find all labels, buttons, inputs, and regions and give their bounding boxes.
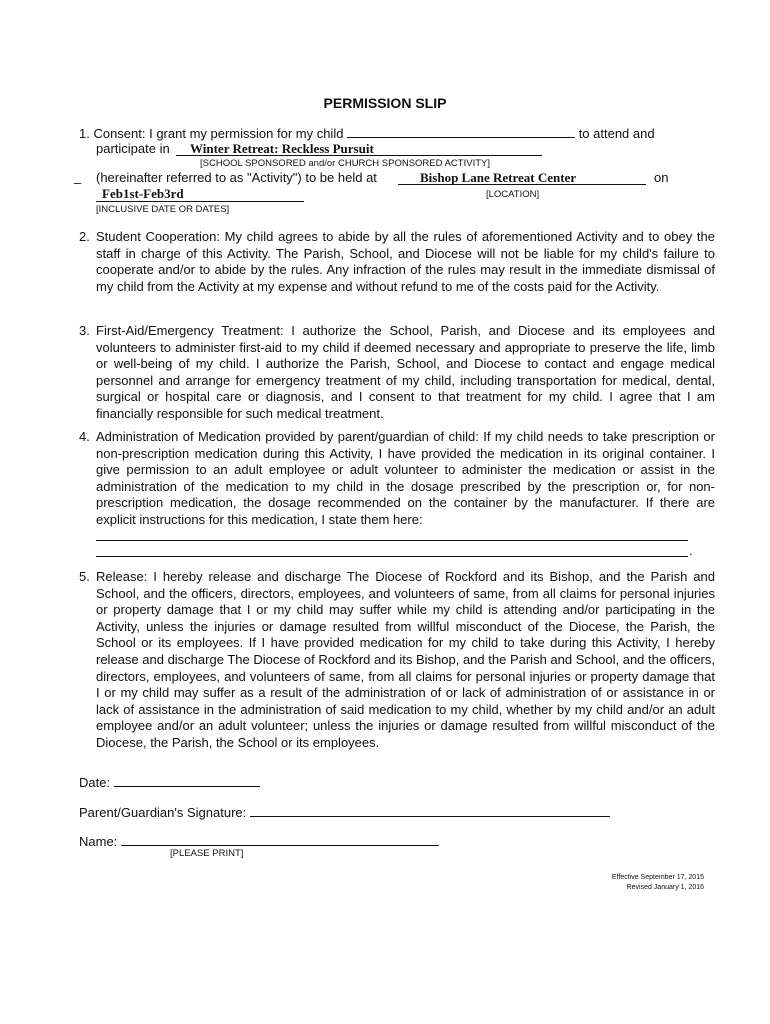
section-release	[79, 569, 715, 752]
date-signed-field[interactable]	[114, 773, 260, 787]
revision-footer	[612, 873, 704, 893]
date-value: Feb1st-Feb3rd	[102, 186, 184, 201]
permission-slip-page: PERMISSION SLIP 1. Consent: I grant my permission for my child to attend and participate in Winter Retreat: Reckless Pursuit [SCHOOL SPONSORED and/or CHURCH SPONSORED ACTIVITY] (hereinafter referred to as "Activity") to be held at Bishop Lane Retreat Center on – Feb1st-Feb3rd [LOCATION] [INCLUSIVE DATE OR DATES] 2. Student Cooperation: My child agrees to abide by all the rules of aforementioned Activity and to obey the staff in charge of this Activity. The Parish, School, and Diocese will not be liable for my child's failure to cooperate and/or to abide by the rules. Any infraction of the rules may result in the immediate dismissal of my child from the Activity at my expense and without refund to me of the costs paid for the Activity. 3. First-Aid/Emergency Treatment: I authorize the School, Parish, and Diocese and its employees and volunteers to administer first-aid to my child if deemed necessary and appropriate to preserve the life, limb or well-being of my child. I authorize the Parish, School, and Diocese to contact and engage medical personnel and arrange for emergency treatment of my child, including transportation for medical, dental, surgical or hospital care or diagnosis, and I consent to that treatment for my child. I agree that I am financially responsible for such medical treatment. 4. Administration of Medication provided by parent/guardian of child: If my child needs to take prescription or non-prescription medication during this Activity, I have provided the medication in its original container. I give permission to an adult employee or adult volunteer to administer the medication or assist in the administration of the medication to my child in the dosage prescribed by the prescription or, for non-prescription medication, the dosage recommended on the container by the manufacturer. If there are explicit instructions for this medication, I state them here: . 5. Release: I hereby release and discharge The Diocese of Rockford and its Bishop, and the Parish and School, and the officers, directors, employees, and volunteers of same, from all claims for personal injuries or property damage that I or my child may suffer while my child is attending and/or participating in the Activity, unless the injuries or damage resulted from willful misconduct of the Diocese, the Parish, the School or its employees. If I have provided medication for my child to take during this Activity, I hereby release and discharge The Diocese of Rockford and its Bishop, and the Parish and School, and the officers, directors, employees, and volunteers of same, from all claims for personal injuries or property damage that I or my child may suffer as a result of the administration of or lack of administration of or assistance in or lack of assistance in the administration of said medication to my child, whether by my child and/or an adult employee and/or an adult volunteer; unless the injuries or damage resulted from willful misconduct of the Diocese, the Parish, the School or its employees. Date: Parent/Guardian's Signature: Name: [PLEASE PRINT] Effective September 17, 2015 Revised January 1, 2016	[0, 0, 770, 1024]
section-number: 4.	[79, 429, 90, 444]
guardian-signature-label: Parent/Guardian's Signature:	[79, 805, 247, 820]
section-number: 2.	[79, 229, 90, 244]
section-student-cooperation	[79, 229, 715, 295]
location-value: Bishop Lane Retreat Center	[420, 170, 577, 185]
activity-value: Winter Retreat: Reckless Pursuit	[190, 141, 374, 156]
print-caption: [PLEASE PRINT]	[170, 848, 244, 859]
effective-date: Effective September 17, 2015	[611, 874, 704, 881]
name-label: Name:	[79, 834, 118, 849]
first-aid-text: First-Aid/Emergency Treatment: I authorize the School, Parish, and Diocese and its employees and volunteers to administer first-aid to my child if deemed necessary and appropriate to preserve the life, limb or well-being of my child. I authorize the Parish, School, and Diocese to contact and engage medical personnel and arrange for emergency treatment of my child, including transportation for medical, dental, surgical or hospital care or diagnosis, and I consent to that treatment for my child. I agree that I am financially responsible for such medical treatment.	[96, 323, 715, 421]
on-label: on	[654, 170, 669, 185]
child-name-field[interactable]	[347, 124, 575, 138]
activity-caption: [SCHOOL SPONSORED and/or CHURCH SPONSORED ACTIVITY]	[200, 158, 490, 169]
date-row	[79, 773, 260, 790]
section-first-aid	[79, 323, 715, 423]
consent-suffix: to attend and	[578, 126, 655, 141]
cooperation-text: Student Cooperation: My child agrees to abide by all the rules of aforementioned Activity and to obey the staff in charge of this Activity. The Parish, School, and Diocese will not be liable for my child's failure to cooperate and/or to abide by the rules. Any infraction of the rules may result in the immediate dismissal of my child from the Activity at my expense and without refund to me of the costs paid for the Activity.	[96, 229, 715, 294]
date-label: Date:	[79, 775, 111, 790]
printed-name-field[interactable]	[121, 832, 439, 846]
section-medication	[79, 429, 715, 529]
medication-line-end: .	[689, 543, 693, 558]
location-caption: [LOCATION]	[486, 189, 540, 200]
name-row	[79, 832, 439, 849]
section-number: 3.	[79, 323, 90, 338]
medication-instructions-line-2[interactable]	[96, 556, 688, 557]
release-text: Release: I hereby release and discharge The Diocese of Rockford and its Bishop, and the Parish and School, and the officers, directors, employees, and volunteers of same, from all claims for personal injuries or property damage that I or my child may suffer while my child is attending and/or participating in the Activity, unless the injuries or damage resulted from willful misconduct of the Diocese, the Parish, the School or its employees. If I have provided medication for my child to take during this Activity, I hereby release and discharge The Diocese of Rockford and its Bishop, and the Parish and School, and the officers, directors, employees, and volunteers of same, from all claims for personal injuries or property damage that I or my child may suffer as a result of the administration of or lack of administration of or assistance in or lack of assistance in the administration of said medication to my child, whether by my child and/or an adult employee and/or an adult volunteer; unless the injuries or damage resulted from willful misconduct of the Diocese, the Parish, the School or its employees.	[96, 569, 715, 750]
revised-date: Revised January 1, 2016	[626, 884, 704, 891]
consent-prefix: 1. Consent: I grant my permission for my child	[79, 126, 344, 141]
medication-text: Administration of Medication provided by parent/guardian of child: If my child needs to take prescription or non-prescription medication during this Activity, I have provided the medication in its original container. I give permission to an adult employee or adult volunteer to administer the medication or assist in the administration of the medication to my child in the dosage prescribed by the prescription or, for non-prescription medication, the dosage recommended on the container by the manufacturer. If there are explicit instructions for this medication, I state them here:	[96, 429, 715, 527]
participate-label: participate in	[96, 141, 170, 156]
consent-line-1	[79, 124, 655, 141]
date-caption: [INCLUSIVE DATE OR DATES]	[96, 204, 230, 215]
guardian-signature-field[interactable]	[250, 803, 610, 817]
section-number: 5.	[79, 569, 90, 584]
medication-instructions-line-1[interactable]	[96, 540, 688, 541]
page-title: PERMISSION SLIP	[323, 95, 447, 111]
held-at-label: (hereinafter referred to as "Activity") to be held at	[96, 170, 377, 185]
guardian-signature-row	[79, 803, 610, 820]
